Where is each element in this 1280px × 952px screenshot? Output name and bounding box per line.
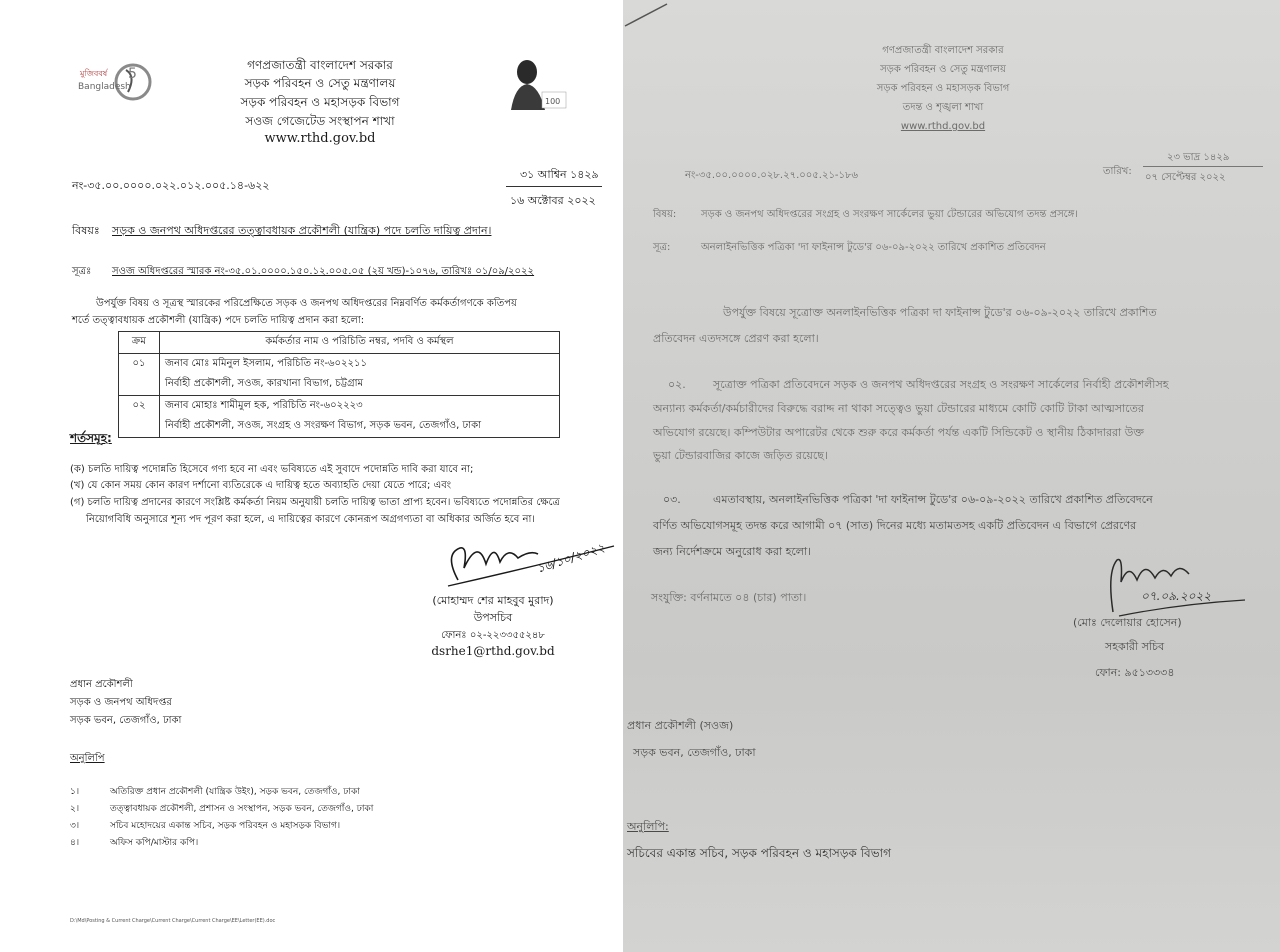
- para2-line-3: অভিযোগ রয়েছে। কম্পিউটার অপারেটর থেকে শুরু করে কর্মকর্তা পর্যন্ত একটি সিন্ডিকেট ও স্থানীয় ঠিকাদাররা উক্ত: [653, 426, 1144, 439]
- table-cell-serial: ০২: [119, 396, 160, 438]
- signer-title: সহকারী সচিব: [1105, 640, 1165, 653]
- copy-item-no: ১।: [70, 787, 80, 797]
- copy-item-text: সচিব মহোদয়ের একান্ত সচিব, সড়ক পরিবহন ও মহাসড়ক বিভাগ।: [110, 821, 341, 831]
- date-english: ০৭ সেপ্টেম্বর ২০২২: [1145, 172, 1226, 183]
- signer-name: (মোহাম্মদ শের মাহবুব মুরাদ): [432, 594, 554, 607]
- subject-label: বিষয়ঃ: [72, 224, 100, 237]
- table-row: [119, 354, 560, 396]
- signature-date-scribble: ০৭.০৯.২০২২: [1141, 589, 1212, 603]
- reference-label: সূত্রঃ: [72, 266, 92, 277]
- para1-line-2: প্রতিবেদন এতদসঙ্গে প্রেরণ করা হলো।: [653, 332, 819, 345]
- logo-text-top: মুজিববর্ষ: [80, 69, 108, 78]
- copy-item-text: অতিরিক্ত প্রধান প্রকৌশলী (যান্ত্রিক উইং), সড়ক ভবন, তেজগাঁও, ঢাকা: [110, 787, 360, 797]
- date-bangla: ২৩ ভাদ্র ১৪২৯: [1167, 152, 1230, 163]
- left-letter-page: [0, 0, 623, 952]
- para2-line-4: ভুয়া টেন্ডারবাজির কাজে জড়িত রয়েছে।: [653, 449, 828, 462]
- memo-number: নং-৩৫.০০.০০০০.০২২.০১২.০০৫.১৪-৬২২: [72, 179, 270, 192]
- condition-c: (গ) চলতি দায়িত্ব প্রদানের কারণে সংশ্লিষ্ট কর্মকর্তা নিয়ম অনুযায়ী চলতি দায়িত্ব ভাতা প্রাপ্য হবেন। ভবিষ্যতে পদোন্নতির ক্ষেত্রে: [70, 497, 560, 508]
- subject-text: সড়ক ও জনপথ অধিদপ্তরের সংগ্রহ ও সংরক্ষণ সার্কেলের ভুয়া টেন্ডারের অভিযোগ তদন্ত প্রসঙ্গে।: [701, 209, 1078, 220]
- svg-text:5: 5: [128, 66, 137, 82]
- para2-line-1: সূত্রোক্ত পত্রিকা প্রতিবেদনে সড়ক ও জনপথ অধিদপ্তরের সংগ্রহ ও সংরক্ষণ সার্কেলের নির্বাহী প্রকৌশলীসহ: [713, 378, 1169, 391]
- condition-b: (খ) যে কোন সময় কোন কারণ দর্শানো ব্যতিরেকে এ দায়িত্ব হতে অব্যাহতি দেয়া যেতে পারে; এবং: [70, 480, 452, 491]
- signature: [438, 528, 618, 592]
- copy-text: সচিবের একান্ত সচিব, সড়ক পরিবহন ও মহাসড়ক বিভাগ: [627, 846, 892, 860]
- recipient-line-1: প্রধান প্রকৌশলী: [70, 679, 133, 690]
- portrait-icon: [505, 56, 570, 114]
- table-header-officer: কর্মকর্তার নাম ও পরিচিতি নম্বর, পদবি ও কর্মস্থল: [160, 332, 560, 354]
- recipient-line-2: সড়ক ও জনপথ অধিদপ্তর: [70, 697, 172, 708]
- copy-item-text: অফিস কপি/মাস্টার কপি।: [110, 838, 199, 848]
- copy-label: অনুলিপি:: [627, 820, 669, 833]
- date-divider: [506, 186, 602, 187]
- reference-text: অনলাইনভিত্তিক পত্রিকা 'দা ফাইনান্স টুডে'র ০৬-০৯-২০২২ তারিখে প্রকাশিত প্রতিবেদন: [701, 242, 1046, 253]
- header-line-4: তদন্ত ও শৃঙ্খলা শাখা: [902, 102, 984, 113]
- mujib-borsho-logo: [76, 56, 156, 106]
- para2-line-2: অন্যান্য কর্মকর্তা/কর্মচারীদের বিরুদ্ধে বরাদ্দ না থাকা সত্ত্বেও ভুয়া টেন্ডারের মাধ্যমে কোটি কোটি টাকা আত্মসাতের: [653, 402, 1144, 415]
- signer-phone: ফোনঃ ০২-২২৩৩৫৫২৪৮: [441, 630, 545, 641]
- body-line-2: শর্তে তত্ত্বাবধায়ক প্রকৌশলী (যান্ত্রিক) পদে চলতি দায়িত্ব প্রদান করা হলো:: [72, 315, 365, 326]
- portrait-emblem: [505, 56, 570, 114]
- table-row: [119, 396, 560, 438]
- table-cell-officer: [160, 396, 560, 438]
- signature: [1099, 552, 1249, 622]
- date-english: ১৬ অক্টোবর ২০২২: [510, 194, 596, 207]
- signature-date-scribble: ১৬/১০/২০২২: [534, 540, 607, 576]
- footer-file-path: D:\Md\Posting & Current Charge\Current Charge\Current Charge\EE\Letter(EE).doc: [70, 918, 276, 924]
- body-line-1: উপর্যুক্ত বিষয় ও সূত্রস্থ স্মারকের পরিপ্রেক্ষিতে সড়ক ও জনপথ অধিদপ্তরের নিম্নবর্ণিত কর্মকর্তাগণকে কতিপয়: [96, 298, 517, 309]
- reference-label: সূত্র:: [653, 242, 671, 253]
- header-line-2: সড়ক পরিবহন ও সেতু মন্ত্রণালয়: [880, 64, 1006, 75]
- svg-text:100: 100: [545, 97, 561, 106]
- officers-table: [118, 331, 560, 438]
- memo-number: নং-৩৫.০০.০০০০.০২৮.২৭.০০৫.২১-১৮৬: [685, 170, 859, 181]
- table-header-serial: ক্রম: [119, 332, 160, 354]
- condition-a: (ক) চলতি দায়িত্ব পদোন্নতি হিসেবে গণ্য হবে না এবং ভবিষ্যতে এই সুবাদে পদোন্নতি দাবি করা যাবে না;: [70, 464, 474, 475]
- copy-label: অনুলিপি: [70, 753, 105, 764]
- copy-item-no: ২।: [70, 804, 80, 814]
- para3-line-1: এমতাবস্থায়, অনলাইনভিত্তিক পত্রিকা 'দা ফাইনান্স টুডে'র ০৬-০৯-২০২২ তারিখে প্রকাশিত প্রতিবেদনে: [713, 493, 1153, 506]
- logo-text-bottom: Bangladesh: [78, 82, 131, 92]
- copy-item-no: ৪।: [70, 838, 80, 848]
- signer-title: উপসচিব: [473, 611, 513, 624]
- recipient-line-1: প্রধান প্রকৌশলী (সওজ): [627, 719, 734, 732]
- header-line-3: সড়ক পরিবহন ও মহাসড়ক বিভাগ: [876, 83, 1010, 94]
- scan-fold-mark-icon: [623, 0, 683, 30]
- attachment-note: সংযুক্তি: বর্ণনামতে ০৪ (চার) পাতা।: [651, 591, 807, 604]
- header-line-1: গণপ্রজাতন্ত্রী বাংলাদেশ সরকার: [882, 45, 1004, 56]
- right-letter-page: [623, 0, 1280, 952]
- signer-phone: ফোন: ৯৫১৩৩৩৪: [1095, 666, 1175, 679]
- bangladesh-50-emblem-icon: [76, 56, 156, 106]
- officer-name: জনাব মোঃ মমিনুল ইসলাম, পরিচিতি নং-৬০২২১১: [165, 358, 368, 369]
- table-cell-officer: [160, 354, 560, 396]
- para3-number: ০৩.: [663, 493, 681, 506]
- officer-post: নির্বাহী প্রকৌশলী, সওজ, কারখানা বিভাগ, চট্টগ্রাম: [165, 378, 364, 389]
- date-divider: [1143, 166, 1263, 167]
- signer-email: dsrhe1@rthd.gov.bd: [431, 644, 555, 658]
- subject-label: বিষয়:: [653, 209, 677, 220]
- handwritten-signature-icon: [1099, 552, 1249, 622]
- header-line-2: সড়ক পরিবহন ও সেতু মন্ত্রণালয়: [244, 76, 396, 90]
- header-website: www.rthd.gov.bd: [900, 121, 986, 132]
- header-line-3: সড়ক পরিবহন ও মহাসড়ক বিভাগ: [240, 95, 400, 109]
- subject-text: সড়ক ও জনপথ অধিদপ্তরের তত্ত্বাবধায়ক প্রকৌশলী (যান্ত্রিক) পদে চলতি দায়িত্ব প্রদান।: [112, 224, 492, 237]
- copy-item-text: তত্ত্বাবধায়ক প্রকৌশলী, প্রশাসন ও সংস্থাপন, সড়ক ভবন, তেজগাঁও, ঢাকা: [110, 804, 374, 814]
- recipient-line-2: সড়ক ভবন, তেজগাঁও, ঢাকা: [633, 746, 756, 759]
- officer-name: জনাব মোহাঃ শামীমুল হক, পরিচিতি নং-৬০২২২৩: [165, 400, 363, 411]
- para2-number: ০২.: [668, 378, 686, 391]
- table-header-row: [119, 332, 560, 354]
- reference-text: সওজ অধিদপ্তরের স্মারক নং-৩৫.০১.০০০০.১৫০.১২.০০৫.০৫ (২য় খন্ড)-১০৭৬, তারিখঃ ০১/০৯/২০২২: [112, 266, 535, 277]
- officer-post: নির্বাহী প্রকৌশলী, সওজ, সংগ্রহ ও সংরক্ষণ বিভাগ, সড়ক ভবন, তেজগাঁও, ঢাকা: [165, 420, 481, 431]
- para3-line-3: জন্য নির্দেশক্রমে অনুরোধ করা হলো।: [653, 545, 812, 558]
- date-bangla: ৩১ আশ্বিন ১৪২৯: [520, 168, 599, 181]
- conditions-title: শর্তসমূহ:: [70, 431, 112, 445]
- header-website: www.rthd.gov.bd: [264, 131, 376, 146]
- header-line-4: সওজ গেজেটেড সংস্থাপন শাখা: [245, 114, 395, 128]
- para1-line-1: উপর্যুক্ত বিষয়ে সূত্রোক্ত অনলাইনভিত্তিক পত্রিকা দা ফাইনান্স টুডে'র ০৬-০৯-২০২২ তারিখে প্রকাশিত: [723, 306, 1157, 319]
- recipient-line-3: সড়ক ভবন, তেজগাঁও, ঢাকা: [70, 715, 182, 726]
- copy-item-no: ৩।: [70, 821, 80, 831]
- signer-name: (মোঃ দেলোয়ার হোসেন): [1073, 616, 1182, 629]
- table-cell-serial: ০১: [119, 354, 160, 396]
- date-label: তারিখ:: [1103, 166, 1132, 177]
- para3-line-2: বর্ণিত অভিযোগসমূহ তদন্ত করে আগামী ০৭ (সাত) দিনের মধ্যে মতামতসহ একটি প্রতিবেদন এ বিভাগে প্রেরণের: [653, 519, 1137, 532]
- header-line-1: গণপ্রজাতন্ত্রী বাংলাদেশ সরকার: [247, 58, 393, 72]
- condition-c-cont: নিয়োগবিধি অনুসারে শূন্য পদ পূরণ করা হলে, এ দায়িত্বের কারণে কোনরূপ অগ্রগণ্যতা বা অধিকার অর্জিত হবে না।: [86, 514, 535, 525]
